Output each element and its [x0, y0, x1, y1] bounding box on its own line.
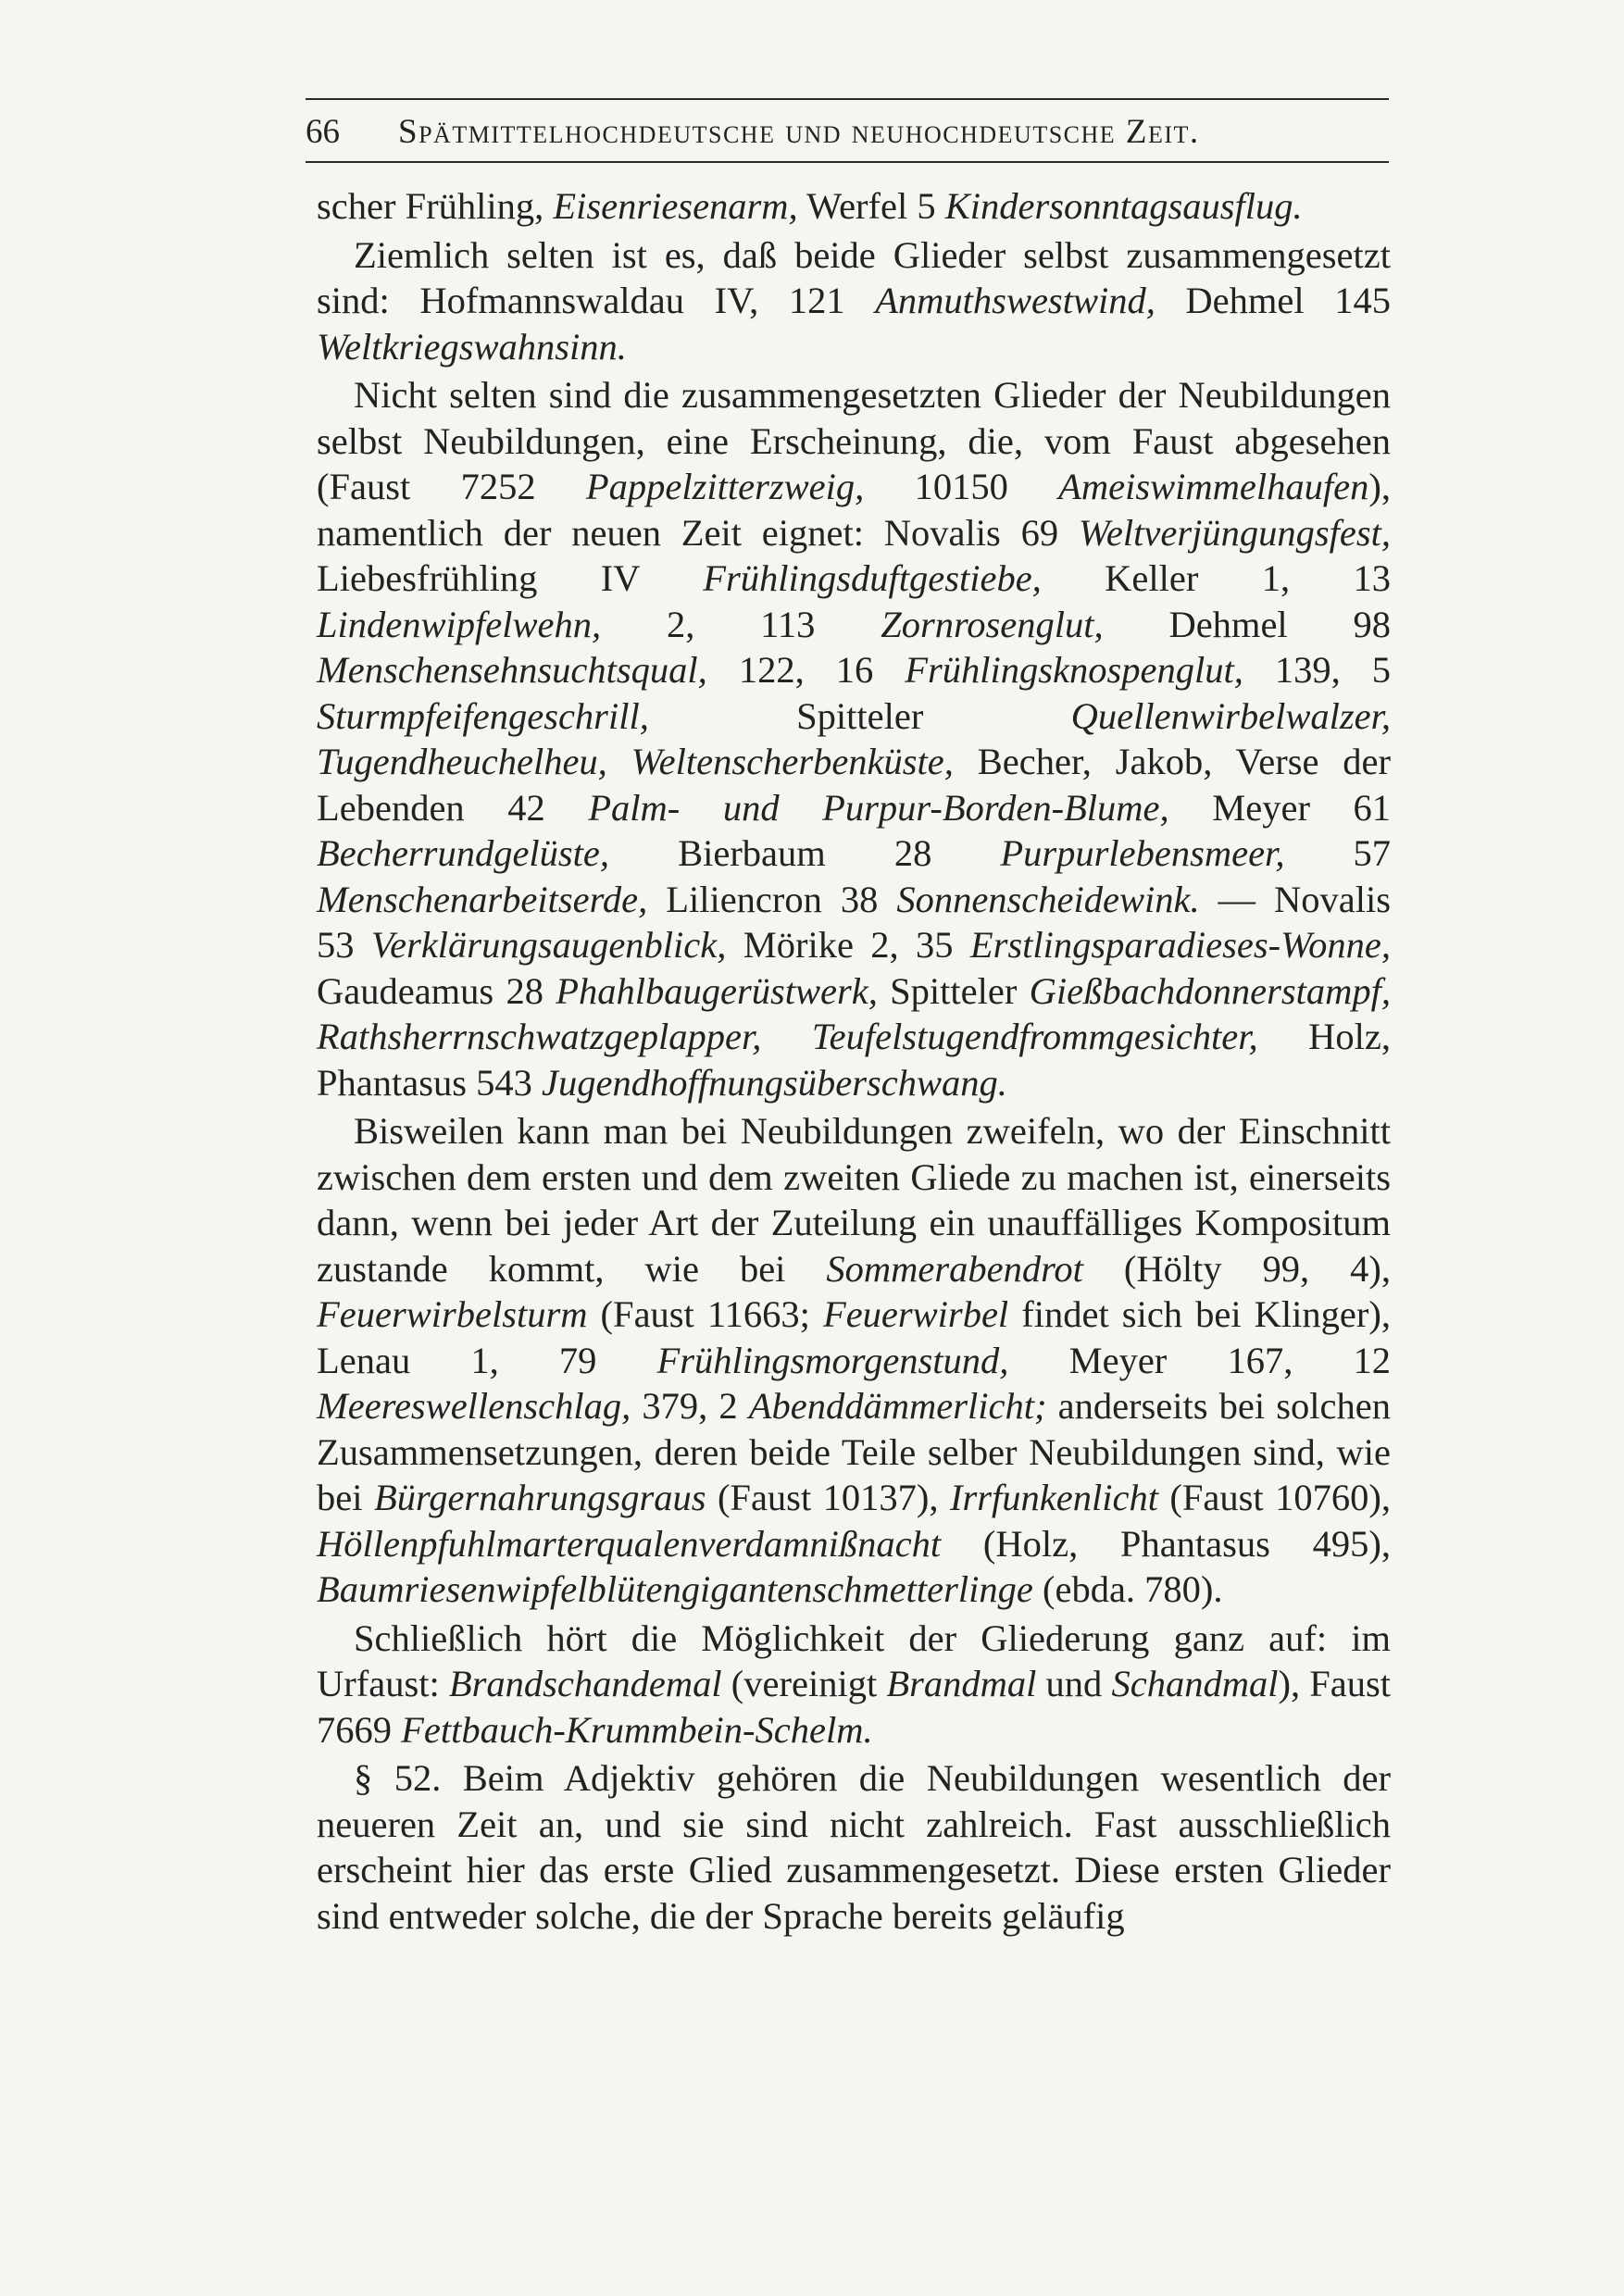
- header-rule-bottom: [306, 161, 1389, 163]
- text-run: 2, 113: [601, 603, 881, 645]
- text-run: findet sich bei Klinger), Lenau 1, 79: [317, 1293, 1392, 1381]
- text-run: Werfel 5: [797, 185, 945, 227]
- running-title: Spätmittelhochdeutsche und neuhochdeutsche Zeit.: [398, 113, 1200, 151]
- text-run: Schließlich hört die Möglichkeit der Gliederung ganz auf: im Urfaust:: [317, 1616, 1391, 1704]
- text-run: Mörike 2, 35: [726, 924, 970, 966]
- italic-term: Becherrundgelüste,: [317, 832, 610, 874]
- italic-term: Quellenwirbelwalzer, Tugendheuchelheu, Weltenscherbenküste,: [317, 694, 1391, 782]
- text-run: Bierbaum 28: [609, 832, 1001, 874]
- italic-term: Schandmal: [1111, 1663, 1279, 1704]
- italic-term: Feuerwirbel: [822, 1293, 1009, 1335]
- italic-term: Weltkriegswahnsinn.: [317, 325, 627, 368]
- text-run: Becher, Jakob, Verse der Lebenden 42: [317, 741, 1392, 829]
- paragraph-2: [317, 232, 1391, 370]
- italic-term: Frühlingsmorgenstund,: [656, 1339, 1009, 1381]
- italic-term: Jugendhoffnungsüberschwang.: [542, 1061, 1007, 1104]
- text-run: anderseits bei solchen Zusammensetzungen, deren beide Teile selber Neubildungen sind, wie bei: [317, 1385, 1391, 1518]
- text-run: 379, 2: [631, 1385, 749, 1427]
- italic-term: Frühlingsduftgestiebe,: [703, 557, 1042, 599]
- italic-term: Ameiswimmelhaufen: [1058, 466, 1369, 507]
- italic-term: Abenddämmerlicht;: [748, 1385, 1047, 1427]
- italic-term: Pappelzitterzweig,: [585, 466, 865, 507]
- paragraph-3: [317, 372, 1391, 1105]
- text-run: Liliencron 38: [647, 878, 897, 920]
- text-run: Spitteler: [648, 694, 1071, 737]
- text-run: ), namentlich der neuen Zeit eignet: Novalis 69: [317, 466, 1391, 554]
- paragraph-6: [317, 1755, 1391, 1939]
- italic-term: Phahlbaugerüstwerk,: [556, 969, 878, 1012]
- italic-term: Meereswellenschlag,: [317, 1385, 631, 1427]
- text-run: 10150: [864, 466, 1059, 507]
- text-run: scher Frühling,: [317, 185, 554, 227]
- text-run: Ziemlich selten ist es, daß beide Glieder selbst zusammengesetzt sind: Hofmannswaldau IV, 121: [317, 233, 1391, 321]
- header-rule-top: [306, 98, 1389, 100]
- paragraph-5: [317, 1616, 1391, 1753]
- italic-term: Brandmal: [886, 1663, 1037, 1704]
- text-run: Meyer 167, 12: [1008, 1339, 1391, 1381]
- italic-term: Sonnenscheidewink.: [896, 878, 1200, 920]
- text-run: ), Faust 7669: [317, 1663, 1392, 1751]
- italic-term: Sturmpfeifengeschrill,: [317, 694, 649, 737]
- italic-term: Höllenpfuhlmarterqualenverdamnißnacht: [317, 1522, 942, 1565]
- text-run: Dehmel 98: [1103, 603, 1391, 645]
- text-run: Bisweilen kann man bei Neubildungen zweifeln, wo der Einschnitt zwischen dem ersten und dem zweiten Gliede zu machen ist, einerseits dann, wenn bei jeder Art der Zuteilung ein unauffälliges Kompositum zustande kommt, wie bei: [317, 1110, 1391, 1290]
- text-run: Nicht selten sind die zusammengesetzten Glieder der Neubildungen selbst Neubildungen, eine Erscheinung, die, vom Faust abgesehen (Faust 7252: [317, 374, 1391, 507]
- text-run: (Hölty 99, 4),: [1082, 1247, 1392, 1290]
- paragraph-1: [317, 183, 1391, 230]
- text-run: Spitteler: [877, 969, 1030, 1012]
- text-run: Gaudeamus 28: [317, 969, 556, 1012]
- text-run: — Novalis 53: [317, 878, 1391, 966]
- italic-term: Lindenwipfelwehn,: [317, 603, 602, 645]
- italic-term: Erstlingsparadieses-Wonne,: [969, 924, 1391, 966]
- text-run: § 52. Beim Adjektiv gehören die Neubildungen wesentlich der neueren Zeit an, und sie sind nicht zahlreich. Fast ausschließlich erscheint hier das erste Glied zusammengesetzt. Diese ersten Glieder sind entweder solche, die der Sprache bereits geläufig: [317, 1757, 1391, 1937]
- text-run: 122, 16: [706, 649, 906, 691]
- italic-term: Bürgernahrungsgraus: [373, 1477, 706, 1518]
- italic-term: Kindersonntagsausflug.: [944, 185, 1303, 227]
- text-run: Holz, Phantasus 543: [317, 1016, 1391, 1104]
- italic-term: Palm- und Purpur-Borden-Blume,: [588, 786, 1169, 829]
- paragraph-4: [317, 1108, 1391, 1613]
- body-text: [317, 183, 1391, 1941]
- text-run: (ebda. 780).: [1032, 1568, 1223, 1610]
- text-run: (Faust 11663;: [587, 1293, 823, 1335]
- text-run: (Faust 10137),: [706, 1477, 950, 1518]
- text-run: Liebesfrühling IV: [317, 557, 704, 599]
- italic-term: Brandschandemal: [448, 1663, 722, 1704]
- italic-term: Verklärungsaugenblick,: [370, 924, 727, 966]
- text-run: Meyer 61: [1168, 786, 1392, 829]
- italic-term: Irrfunkenlicht: [950, 1477, 1158, 1518]
- italic-term: Frühlingsknospenglut,: [905, 649, 1243, 691]
- running-head: [306, 109, 1389, 156]
- text-run: 57: [1284, 832, 1391, 874]
- text-run: Keller 1, 13: [1041, 557, 1391, 599]
- text-run: 139, 5: [1243, 649, 1392, 691]
- italic-term: Anmuthswestwind,: [875, 280, 1156, 321]
- italic-term: Zornrosenglut,: [881, 603, 1104, 645]
- text-run: (vereinigt: [721, 1663, 887, 1704]
- italic-term: Feuerwirbelsturm: [317, 1293, 588, 1335]
- italic-term: Fettbauch-Krummbein-Schelm.: [401, 1708, 873, 1751]
- italic-term: Eisenriesenarm,: [553, 185, 798, 227]
- italic-term: Purpurlebensmeer,: [1000, 832, 1285, 874]
- italic-term: Baumriesenwipfelblütengigantenschmetterlinge: [317, 1568, 1033, 1610]
- page-number: 66: [306, 113, 340, 151]
- italic-term: Weltverjüngungsfest,: [1078, 511, 1391, 554]
- text-run: (Faust 10760),: [1157, 1477, 1391, 1518]
- text-run: Dehmel 145: [1155, 280, 1391, 321]
- text-run: und: [1036, 1663, 1112, 1704]
- text-run: (Holz, Phantasus 495),: [941, 1522, 1391, 1565]
- italic-term: Menschenarbeitserde,: [317, 878, 648, 920]
- italic-term: Gießbachdonnerstampf, Rathsherrnschwatzgeplapper, Teufelstugendfrommgesichter,: [317, 969, 1391, 1057]
- italic-term: Sommerabendrot: [826, 1247, 1083, 1290]
- italic-term: Menschensehnsuchtsqual,: [317, 649, 707, 691]
